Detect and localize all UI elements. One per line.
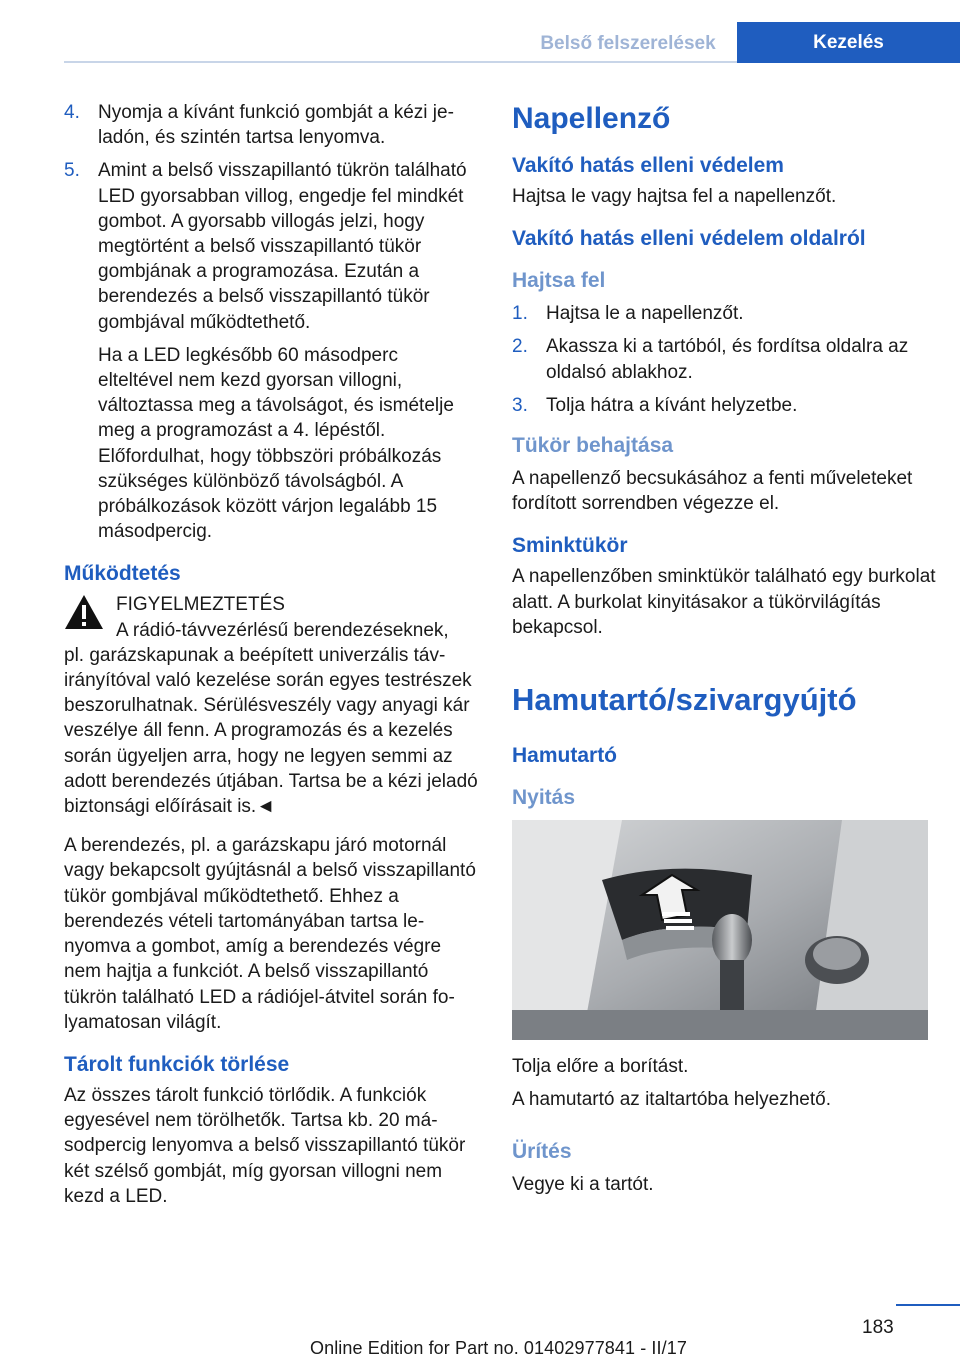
delete-text: Az összes tárolt funkció törlődik. A funkciók egyesével nem törölhetők. Tartsa kb. 20 másodpercig lenyomva a belső visszapillantó tükör két szélső gombját, míg gyorsan villogni nem kezd a LED.: [64, 1084, 466, 1207]
page-number: 183: [862, 1317, 894, 1338]
open-text-2: A hamutartó az italtartóba helyezhető.: [512, 1089, 831, 1111]
step-number: 2.: [512, 336, 528, 358]
vanity-text: A napellenzőben sminktükör található egy burkolat alatt. A burkolat kinyitásakor a tükörvilágítás bekapcsol.: [512, 566, 936, 638]
edition-footer: Online Edition for Part no. 01402977841 - II/17: [310, 1338, 687, 1358]
step-number: 1.: [512, 303, 528, 325]
warning-body: pl. garázskapunak a beépített univerzális távirányítóval való kezelése során egyes testrészek beszorulhatnak. Sérülésveszély vagy anyagi kár veszélye áll fenn. A programozás és a kezelés során ügyeljen arra, hogy ne legyen semmi az adott berendezés útjában. Tartsa be a kézi jeladó biztonsági előírásait is.◄: [64, 644, 478, 818]
warning-title: FIGYELMEZTETÉS: [116, 594, 285, 616]
empty-heading: Ürítés: [512, 1140, 572, 1164]
tab-section[interactable]: Belső felszerelések: [540, 33, 716, 54]
sun-visor-title: Napellenző: [512, 102, 671, 135]
open-text-1: Tolja előre a borítást.: [512, 1056, 689, 1078]
operation-heading: Működtetés: [64, 562, 181, 586]
step-number: 3.: [512, 394, 528, 416]
right-column: [512, 100, 952, 1212]
list-item: [64, 158, 478, 334]
list-item: [512, 334, 952, 384]
vanity-heading: Sminktükör: [512, 534, 628, 558]
footer-rule: [896, 1304, 960, 1306]
ashtray-heading: Hamutartó: [512, 744, 618, 768]
list-item: [512, 301, 952, 326]
delete-heading: Tárolt funkciók törlése: [64, 1052, 290, 1076]
left-column: [64, 100, 478, 1223]
fold-out-heading: Hajtsa fel: [512, 269, 606, 293]
glare-heading: Vakító hatás elleni védelem: [512, 154, 784, 177]
warning-lead: A rádió-távvezérlésű berendezéseknek,: [116, 619, 449, 641]
ashtray-title: Hamutartó/szivargyújtó: [512, 682, 857, 718]
step-number: 5.: [64, 160, 80, 182]
mirror-fold-heading: Tükör behajtása: [512, 434, 674, 458]
step-text: Hajtsa le a napellenzőt.: [546, 303, 744, 325]
side-glare-heading: Vakító hatás elleni védelem oldalról: [512, 227, 866, 251]
empty-text: Vegye ki a tartót.: [512, 1174, 654, 1196]
step-note: Ha a LED legkésőbb 60 másodperc elteltével nem kezd gyorsan villogni, változtassa meg a távolságot, és ismételje meg a programozást a 4. lépéstől. Előfordulhat, hogy többszöri próbálkozás szükséges különböző távolságból. A próbálkozások között várjon legalább 15 másodpercig.: [98, 344, 454, 543]
ashtray-photo: [512, 820, 928, 1040]
step-text: Nyomja a kívánt funkció gombját a kézi jeladón, és szintén tartsa lenyomva.: [98, 102, 454, 149]
warning-icon: [64, 594, 104, 630]
list-item: [512, 393, 952, 418]
list-item: [64, 100, 478, 150]
warning-block: [64, 592, 478, 819]
glare-text: Hajtsa le vagy hajtsa fel a napellenzőt.: [512, 186, 837, 207]
open-heading: Nyitás: [512, 786, 576, 810]
step-text: Amint a belső visszapillantó tükrön található LED gyorsabban villog, engedje fel mindkét gombot. A gyorsabb villogás jelzi, hogy megtörtént a belső visszapillantó tükör gombjának a programozása. Ezután a berendezés a belső visszapillantó tükör gombjával működtethető.: [98, 160, 467, 333]
operation-text: A berendezés, pl. a garázskapu járó motornál vagy bekapcsolt gyújtásnál a belső visszapillantó tükör gombjával működtethető. Ehhez a berendezés vételi tartományában tartsa lenyomva a gombot, amíg a berendezés végre nem hajtja a funkciót. A belső visszapillantó tükrön található LED a rádiójel-átvitel során folyamatosan világít.: [64, 835, 476, 1033]
mirror-fold-text: A napellenző becsukásához a fenti műveleteket fordított sorrendben végezze el.: [512, 468, 913, 515]
step-text: Tolja hátra a kívánt helyzetbe.: [546, 394, 798, 416]
step-number: 4.: [64, 102, 80, 123]
tab-active[interactable]: Kezelés: [737, 22, 960, 63]
step-text: Akassza ki a tartóból, és fordítsa oldalra az oldalsó ablakhoz.: [546, 336, 909, 383]
